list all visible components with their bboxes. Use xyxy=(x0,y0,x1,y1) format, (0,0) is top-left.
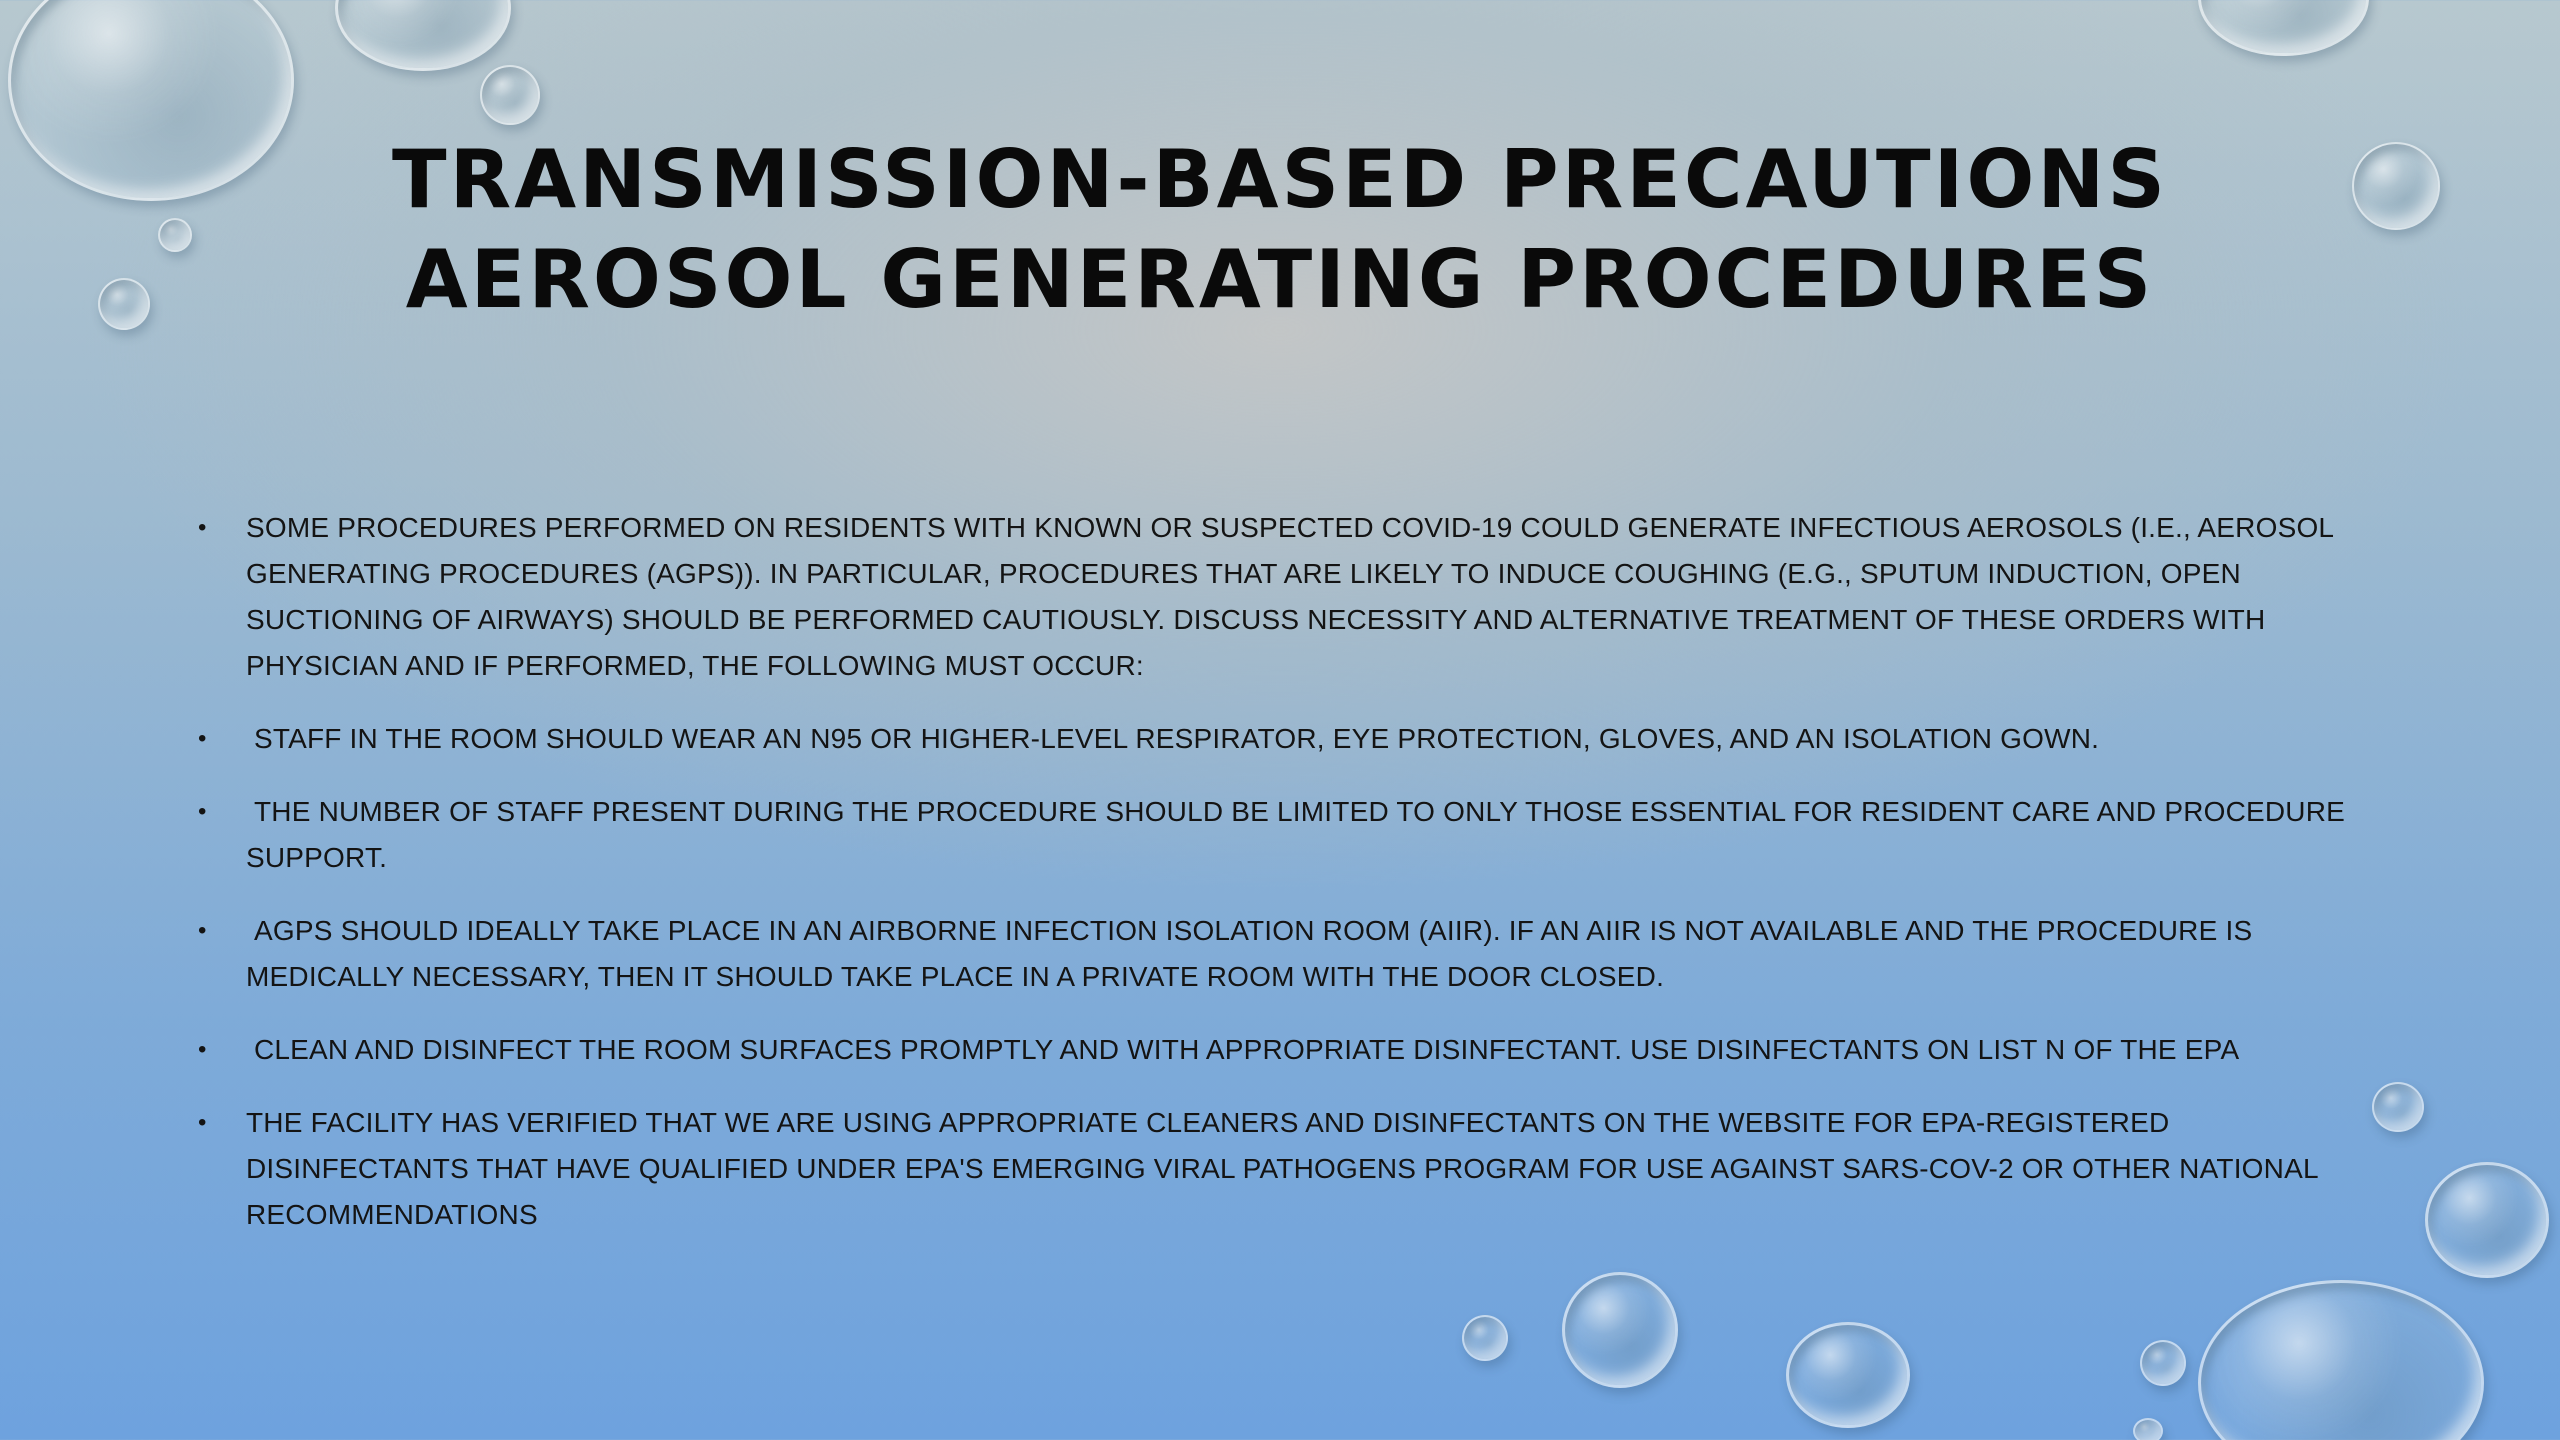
water-drop-decoration xyxy=(335,0,511,71)
water-drop-decoration xyxy=(1562,1272,1678,1388)
water-drop-decoration xyxy=(2372,1082,2424,1132)
bullet-text: AGPS SHOULD IDEALLY TAKE PLACE IN AN AIRBORNE INFECTION ISOLATION ROOM (AIIR). IF AN AIIR IS NOT AVAILABLE AND THE PROCEDURE IS MEDICALLY NECESSARY, THEN IT SHOULD TAKE PLACE IN A PRIVATE ROOM WITH THE DOOR CLOSED. xyxy=(246,915,2261,992)
bullet-list xyxy=(190,505,2370,1265)
bullet-item-disinfect xyxy=(190,1027,2370,1073)
bullet-text: STAFF IN THE ROOM SHOULD WEAR AN N95 OR HIGHER-LEVEL RESPIRATOR, EYE PROTECTION, GLOVES, AND AN ISOLATION GOWN. xyxy=(246,723,2100,754)
bullet-text: SOME PROCEDURES PERFORMED ON RESIDENTS WITH KNOWN OR SUSPECTED COVID-19 COULD GENERATE INFECTIOUS AEROSOLS (I.E., AEROSOL GENERATING PROCEDURES (AGPS)). IN PARTICULAR, PROCEDURES THAT ARE LIKELY TO INDUCE COUGHING (E.G., SPUTUM INDUCTION, OPEN SUCTIONING OF AIRWAYS) SHOULD BE PERFORMED CAUTIOUSLY. DISCUSS NECESSITY AND ALTERNATIVE TREATMENT OF THESE ORDERS WITH PHYSICIAN AND IF PERFORMED, THE FOLLOWING MUST OCCUR: xyxy=(246,512,2334,681)
slide-title xyxy=(0,130,2560,330)
bullet-marker: • xyxy=(198,725,207,752)
water-drop-decoration xyxy=(480,65,540,125)
bullet-marker: • xyxy=(198,917,207,944)
bullet-item-staff-limit xyxy=(190,789,2370,881)
bullet-marker: • xyxy=(198,1036,207,1063)
bullet-item-agps-intro xyxy=(190,505,2370,689)
bullet-item-aiir xyxy=(190,908,2370,1000)
water-drop-decoration xyxy=(2140,1340,2186,1386)
water-drop-decoration xyxy=(1462,1315,1508,1361)
bullet-text: CLEAN AND DISINFECT THE ROOM SURFACES PROMPTLY AND WITH APPROPRIATE DISINFECTANT. USE DISINFECTANTS ON LIST N OF THE EPA xyxy=(246,1034,2240,1065)
bullet-text: THE FACILITY HAS VERIFIED THAT WE ARE USING APPROPRIATE CLEANERS AND DISINFECTANTS ON THE WEBSITE FOR EPA-REGISTERED DISINFECTANTS THAT HAVE QUALIFIED UNDER EPA'S EMERGING VIRAL PATHOGENS PROGRAM FOR USE AGAINST SARS-COV-2 OR OTHER NATIONAL RECOMMENDATIONS xyxy=(246,1107,2318,1230)
bullet-item-facility-verified xyxy=(190,1100,2370,1238)
water-drop-decoration xyxy=(2198,1280,2484,1440)
slide-title-line-2: AEROSOL GENERATING PROCEDURES xyxy=(405,233,2155,326)
water-drop-decoration xyxy=(2133,1418,2163,1440)
bullet-text: THE NUMBER OF STAFF PRESENT DURING THE PROCEDURE SHOULD BE LIMITED TO ONLY THOSE ESSENTIAL FOR RESIDENT CARE AND PROCEDURE SUPPORT. xyxy=(246,796,2354,873)
water-drop-decoration xyxy=(2198,0,2369,56)
bullet-marker: • xyxy=(198,798,207,825)
water-drop-decoration xyxy=(1786,1322,1910,1428)
bullet-marker: • xyxy=(198,1109,207,1136)
bullet-item-ppe xyxy=(190,716,2370,762)
bullet-marker: • xyxy=(198,514,207,541)
water-drop-decoration xyxy=(2425,1162,2549,1278)
slide-title-line-1: TRANSMISSION-BASED PRECAUTIONS xyxy=(392,133,2168,226)
